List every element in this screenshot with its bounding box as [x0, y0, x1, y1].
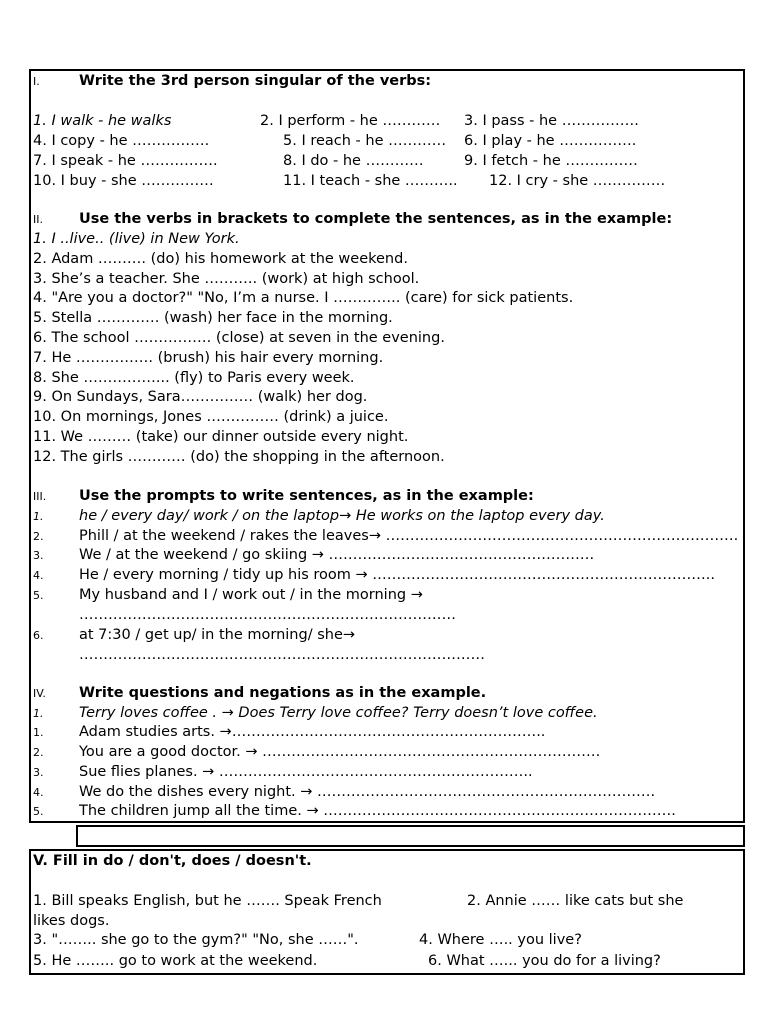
item-text: …………………………………………………………………………	[79, 647, 485, 663]
item-number: 1.	[33, 726, 44, 739]
section-title-colon: :	[527, 488, 534, 504]
verb-item: 10. I buy - she ……………	[33, 173, 214, 189]
verb-item: 12. I cry - she ……………	[489, 173, 666, 189]
prompt-item	[33, 585, 423, 606]
question-item	[33, 762, 533, 783]
section-title-dot: .	[480, 685, 487, 701]
sentence-item: 1. I ..live.. (live) in New York.	[33, 231, 240, 247]
sentence-item: 10. On mornings, Jones …………… (drink) a juice.	[33, 409, 389, 425]
item-text: Terry loves coffee . → Does Terry love coffee? Terry doesn’t love coffee.	[79, 705, 598, 721]
verb-item: 1. I walk - he walks	[33, 113, 172, 129]
fill-item: 1. Bill speaks English, but he ……. Speak French	[33, 893, 382, 909]
item-number: 4.	[33, 569, 44, 582]
verb-item: 4. I copy - he …………….	[33, 133, 210, 149]
item-text: We do the dishes every night. → …………………………………………………………….	[79, 784, 656, 800]
question-item	[33, 722, 546, 743]
section-1-heading	[33, 71, 432, 92]
sentence-item: 7. He ……………. (brush) his hair every morning.	[33, 350, 384, 366]
question-item	[33, 801, 676, 822]
sentence-item: 11. We ……… (take) our dinner outside every night.	[33, 429, 409, 445]
item-text: Phill / at the weekend / rakes the leaves→ ……………………………………………………………….	[79, 528, 739, 544]
sentence-item: 3. She’s a teacher. She ……….. (work) at high school.	[33, 271, 420, 287]
item-number: 6.	[33, 629, 44, 642]
section-number: I.	[33, 75, 40, 88]
item-number: 3.	[33, 766, 44, 779]
item-number: 4.	[33, 786, 44, 799]
item-number: 3.	[33, 549, 44, 562]
prompt-item	[33, 506, 605, 527]
verb-item: 11. I teach - she ………..	[283, 173, 458, 189]
prompt-item	[33, 625, 356, 646]
prompt-item	[33, 565, 716, 586]
item-number: 2.	[33, 530, 44, 543]
section-number: III.	[33, 490, 47, 503]
item-text: You are a good doctor. → …………………………………………………………….	[79, 744, 601, 760]
item-number: 5.	[33, 589, 44, 602]
section-2-heading	[33, 209, 673, 230]
prompt-item	[33, 526, 739, 547]
verb-item: 3. I pass - he …………….	[464, 113, 639, 129]
item-text: He / every morning / tidy up his room → ……………………………………………………………..	[79, 567, 716, 583]
item-text: Adam studies arts. →………………………………………………………..	[79, 724, 546, 740]
section-5-heading: V. Fill in do / don't, does / doesn't.	[33, 853, 312, 869]
sentence-item: 9. On Sundays, Sara…………… (walk) her dog.	[33, 389, 368, 405]
item-number: 1.	[33, 707, 44, 720]
verb-item: 8. I do - he …………	[283, 153, 424, 169]
item-text: The children jump all the time. → ……………………………………………………………….	[79, 803, 676, 819]
item-text: ……………………………………………………………………	[79, 607, 456, 623]
fill-item: 3. "…….. she go to the gym?" "No, she ……".	[33, 932, 359, 948]
item-text: Sue flies planes. → ………………………………………………………..	[79, 764, 533, 780]
sentence-item: 5. Stella …………. (wash) her face in the morning.	[33, 310, 393, 326]
item-number: 2.	[33, 746, 44, 759]
item-number: 5.	[33, 805, 44, 818]
fill-item: 4. Where ….. you live?	[419, 932, 582, 948]
item-text: My husband and I / work out / in the morning →	[79, 587, 423, 603]
section-number: II.	[33, 213, 43, 226]
fill-item: 6. What …... you do for a living?	[428, 953, 661, 969]
item-text: he / every day/ work / on the laptop→ He works on the laptop every day.	[79, 508, 605, 524]
sentence-item: 12. The girls ………… (do) the shopping in the afternoon.	[33, 449, 445, 465]
fill-item: 2. Annie …… like cats but she	[467, 893, 684, 909]
section-title: Write the 3rd person singular of the verbs:	[79, 73, 432, 89]
sentence-item: 4. "Are you a doctor?" "No, I’m a nurse. I ………….. (care) for sick patients.	[33, 290, 574, 306]
section-title: Use the prompts to write sentences, as in the example	[79, 488, 528, 504]
fill-item-continued: likes dogs.	[33, 913, 110, 929]
question-item	[33, 703, 598, 724]
section-title: Write questions and negations as in the example	[79, 685, 481, 701]
item-text: We / at the weekend / go skiing → ……………………………………………….	[79, 547, 595, 563]
verb-item: 2. I perform - he …………	[260, 113, 441, 129]
section-4-heading	[33, 683, 487, 704]
section-title-colon: :	[666, 211, 673, 227]
verb-item: 6. I play - he …………….	[464, 133, 637, 149]
section-3-heading	[33, 486, 534, 507]
verb-item: 5. I reach - he …………	[283, 133, 447, 149]
fill-item: 5. He …….. go to work at the weekend.	[33, 953, 318, 969]
verb-item: 7. I speak - he …………….	[33, 153, 218, 169]
separator-box	[76, 825, 745, 847]
sentence-item: 8. She ……………... (fly) to Paris every week.	[33, 370, 355, 386]
prompt-item	[33, 545, 595, 566]
item-text: at 7:30 / get up/ in the morning/ she→	[79, 627, 356, 643]
question-item	[33, 742, 601, 763]
sentence-item: 2. Adam ………. (do) his homework at the weekend.	[33, 251, 408, 267]
question-item	[33, 782, 656, 803]
verb-item: 9. I fetch - he ……………	[464, 153, 638, 169]
section-number: IV.	[33, 687, 46, 700]
section-title: Use the verbs in brackets to complete the sentences, as in the example	[79, 211, 667, 227]
item-number: 1.	[33, 510, 44, 523]
sentence-item: 6. The school ……………. (close) at seven in the evening.	[33, 330, 445, 346]
